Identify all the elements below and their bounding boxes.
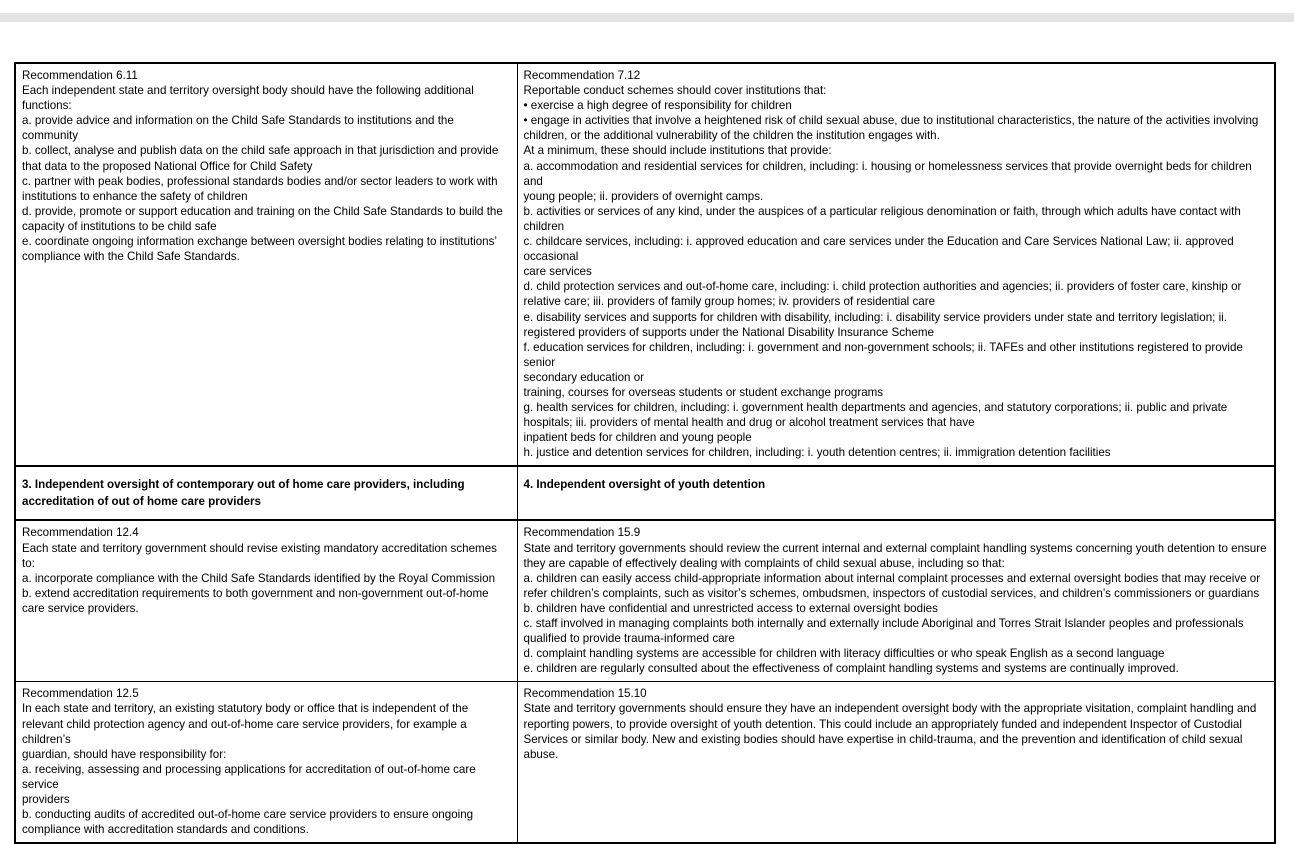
recommendation-15-10-heading: Recommendation 15.10 xyxy=(523,687,647,701)
cell-recommendation-6-11 xyxy=(15,63,517,466)
cell-section-heading-3 xyxy=(15,466,517,520)
recommendation-6-11-line: institutions to enhance the safety of children xyxy=(22,189,248,203)
recommendation-12-4-heading: Recommendation 12.4 xyxy=(22,526,139,540)
section-heading-3-line: accreditation of out of home care providers xyxy=(22,495,262,509)
recommendation-12-5-line: In each state and territory, an existing statutory body or office that is independent of the xyxy=(22,702,469,716)
recommendation-12-5-heading: Recommendation 12.5 xyxy=(22,687,139,701)
recommendation-12-4-block xyxy=(22,525,512,616)
section-heading-3-line: 3. Independent oversight of contemporary out of home care providers, including xyxy=(22,478,465,492)
recommendation-15-9-line: d. complaint handling systems are accessible for children with literacy difficulties or who speak English as a second language xyxy=(523,647,1165,661)
recommendation-15-10-line: Services or similar body. New and existing bodies should have expertise in child-trauma, and the prevention and identification of child sexual abuse. xyxy=(523,732,1243,761)
page-top-band xyxy=(0,13,1294,22)
recommendation-6-11-block xyxy=(22,68,512,264)
recommendation-12-5-line: compliance with accreditation standards and conditions. xyxy=(22,823,309,837)
recommendation-12-5-line: a. receiving, assessing and processing applications for accreditation of out-of-home care service xyxy=(22,762,476,791)
recommendation-12-4-line: Each state and territory government should revise existing mandatory accreditation schemes to: xyxy=(22,541,497,570)
recommendation-15-9-line: b. children have confidential and unrestricted access to external oversight bodies xyxy=(523,601,938,615)
recommendation-15-10-line: State and territory governments should ensure they have an independent oversight body with the appropriate visitation, complaint handling and xyxy=(523,702,1257,716)
recommendation-6-11-line: c. partner with peak bodies, professional standards bodies and/or sector leaders to work with xyxy=(22,174,498,188)
recommendation-15-9-line: c. staff involved in managing complaints both internally and externally include Aboriginal and Torres Strait Islander peoples and professionals xyxy=(523,617,1244,630)
recommendation-12-4-line: a. incorporate compliance with the Child Safe Standards identified by the Royal Commission xyxy=(22,571,496,585)
recommendation-7-12-line: b. activities or services of any kind, under the auspices of a particular religious denomination or faith, through which adults have contact with xyxy=(523,204,1241,218)
recommendation-7-12-line: young people; ii. providers of overnight camps. xyxy=(523,189,764,203)
recommendation-15-10-block xyxy=(524,686,1270,761)
cell-recommendation-12-5 xyxy=(15,682,517,843)
recommendation-6-11-line: capacity of institutions to be child safe xyxy=(22,219,217,233)
recommendation-15-10-line: reporting powers, to provide oversight of youth detention. This could include an appropriately funded and independent Inspector of Custodial xyxy=(523,717,1242,731)
recommendation-7-12-line: f. education services for children, including: i. government and non-government schools; ii. TAFEs and other institutions registered to provide senior xyxy=(523,340,1243,369)
recommendation-12-4-line: b. extend accreditation requirements to both government and non-government out-of-home xyxy=(22,586,489,600)
recommendation-6-11-line: a. provide advice and information on the Child Safe Standards to institutions and the community xyxy=(22,114,454,143)
recommendation-6-11-line: b. collect, analyse and publish data on the child safe approach in that jurisdiction and provide xyxy=(22,144,499,158)
recommendation-15-9-line: refer children’s complaints, such as visitor’s schemes, ombudsmen, inspectors of custodial services, and children’s commissioners or guardians xyxy=(523,586,1260,600)
table-body xyxy=(15,63,1275,843)
table-row xyxy=(15,682,1275,843)
recommendation-7-12-line: g. health services for children, including: i. government health departments and agencies, and statutory corporations; ii. public and private xyxy=(523,401,1228,415)
recommendation-7-12-line: children xyxy=(523,219,565,233)
recommendation-15-9-line: they are capable of effectively dealing with complaints of child sexual abuse, including so that: xyxy=(523,556,1005,570)
recommendation-12-5-line: relevant child protection agency and out-of-home care service providers, for example a children’s xyxy=(22,717,467,746)
cell-recommendation-12-4 xyxy=(15,520,517,681)
recommendation-7-12-line: care services xyxy=(523,265,592,279)
recommendation-7-12-line: • engage in activities that involve a heightened risk of child sexual abuse, due to institutional characteristics, the nature of the activities involving xyxy=(523,114,1259,128)
cell-recommendation-7-12 xyxy=(517,63,1275,466)
recommendation-7-12-line: children, or the additional vulnerability of the children the institution engages with. xyxy=(523,129,940,143)
document-page xyxy=(14,62,1274,844)
recommendation-6-11-line: d. provide, promote or support education and training on the Child Safe Standards to build the xyxy=(22,204,503,218)
cell-recommendation-15-9 xyxy=(517,520,1275,681)
recommendation-12-5-line: guardian, should have responsibility for: xyxy=(22,747,227,761)
recommendation-15-9-line: State and territory governments should review the current internal and external complaint handling systems concerning youth detention to ensure xyxy=(523,541,1267,555)
recommendation-7-12-line: registered providers of supports under the National Disability Insurance Scheme xyxy=(523,325,935,339)
recommendation-6-11-line: that data to the proposed National Office for Child Safety xyxy=(22,159,313,173)
recommendations-table xyxy=(14,62,1276,844)
recommendation-7-12-line: Reportable conduct schemes should cover institutions that: xyxy=(523,84,827,98)
recommendation-6-11-line: e. coordinate ongoing information exchange between oversight bodies relating to institutions’ xyxy=(22,235,498,249)
recommendation-7-12-line: • exercise a high degree of responsibility for children xyxy=(523,99,792,113)
recommendation-7-12-heading: Recommendation 7.12 xyxy=(523,69,641,82)
recommendation-15-9-block xyxy=(524,525,1270,676)
recommendation-15-9-line: e. children are regularly consulted about the effectiveness of complaint handling systems and systems are continually improved. xyxy=(523,662,1179,676)
recommendation-7-12-line: relative care; iii. providers of family group homes; iv. providers of residential care xyxy=(523,295,936,309)
recommendation-6-11-heading: Recommendation 6.11 xyxy=(22,69,138,82)
recommendation-7-12-line: secondary education or xyxy=(523,370,645,384)
cell-recommendation-15-10 xyxy=(517,682,1275,843)
section-header-row xyxy=(15,466,1275,520)
cell-section-heading-4 xyxy=(517,466,1275,520)
recommendation-6-11-line: compliance with the Child Safe Standards. xyxy=(22,250,240,264)
recommendation-15-9-line: qualified to provide trauma-informed care xyxy=(523,632,735,646)
recommendation-7-12-line: a. accommodation and residential services for children, including: i. housing or homelessness services that provide overnight beds for children and xyxy=(523,159,1252,188)
recommendation-12-4-line: care service providers. xyxy=(22,601,139,615)
recommendation-7-12-line: c. childcare services, including: i. approved education and care services under the Education and Care Services National Law; ii. approved occasional xyxy=(523,235,1234,264)
recommendation-7-12-line: hospitals; iii. providers of mental health and drug or alcohol treatment services that have xyxy=(523,416,975,430)
recommendation-7-12-line: training, courses for overseas students or student exchange programs xyxy=(523,385,884,399)
table-row xyxy=(15,63,1275,466)
recommendation-6-11-line: functions: xyxy=(22,99,72,113)
recommendation-7-12-line: h. justice and detention services for children, including: i. youth detention centres; ii. immigration detention facilities xyxy=(523,446,1111,460)
table-row xyxy=(15,520,1275,681)
recommendation-7-12-block xyxy=(524,68,1270,460)
recommendation-7-12-line: At a minimum, these should include institutions that provide: xyxy=(523,144,832,158)
section-heading-4-line: 4. Independent oversight of youth detention xyxy=(523,478,766,492)
recommendation-6-11-line: Each independent state and territory oversight body should have the following additional xyxy=(22,84,474,98)
recommendation-12-5-line: b. conducting audits of accredited out-of-home care service providers to ensure ongoing xyxy=(22,808,474,822)
recommendation-7-12-line: inpatient beds for children and young people xyxy=(523,431,752,445)
recommendation-7-12-line: d. child protection services and out-of-home care, including: i. child protection authorities and agencies; ii. providers of foster care, kinship or xyxy=(523,280,1242,294)
recommendation-15-9-line: a. children can easily access child-appropriate information about internal complaint processes and external oversight bodies that may receive or xyxy=(523,571,1261,585)
recommendation-15-9-heading: Recommendation 15.9 xyxy=(523,526,641,540)
recommendation-12-5-line: providers xyxy=(22,793,70,807)
recommendation-12-5-block xyxy=(22,686,512,837)
recommendation-7-12-line: e. disability services and supports for children with disability, including: i. disability service providers under state and territory legislation; ii. xyxy=(523,310,1227,324)
